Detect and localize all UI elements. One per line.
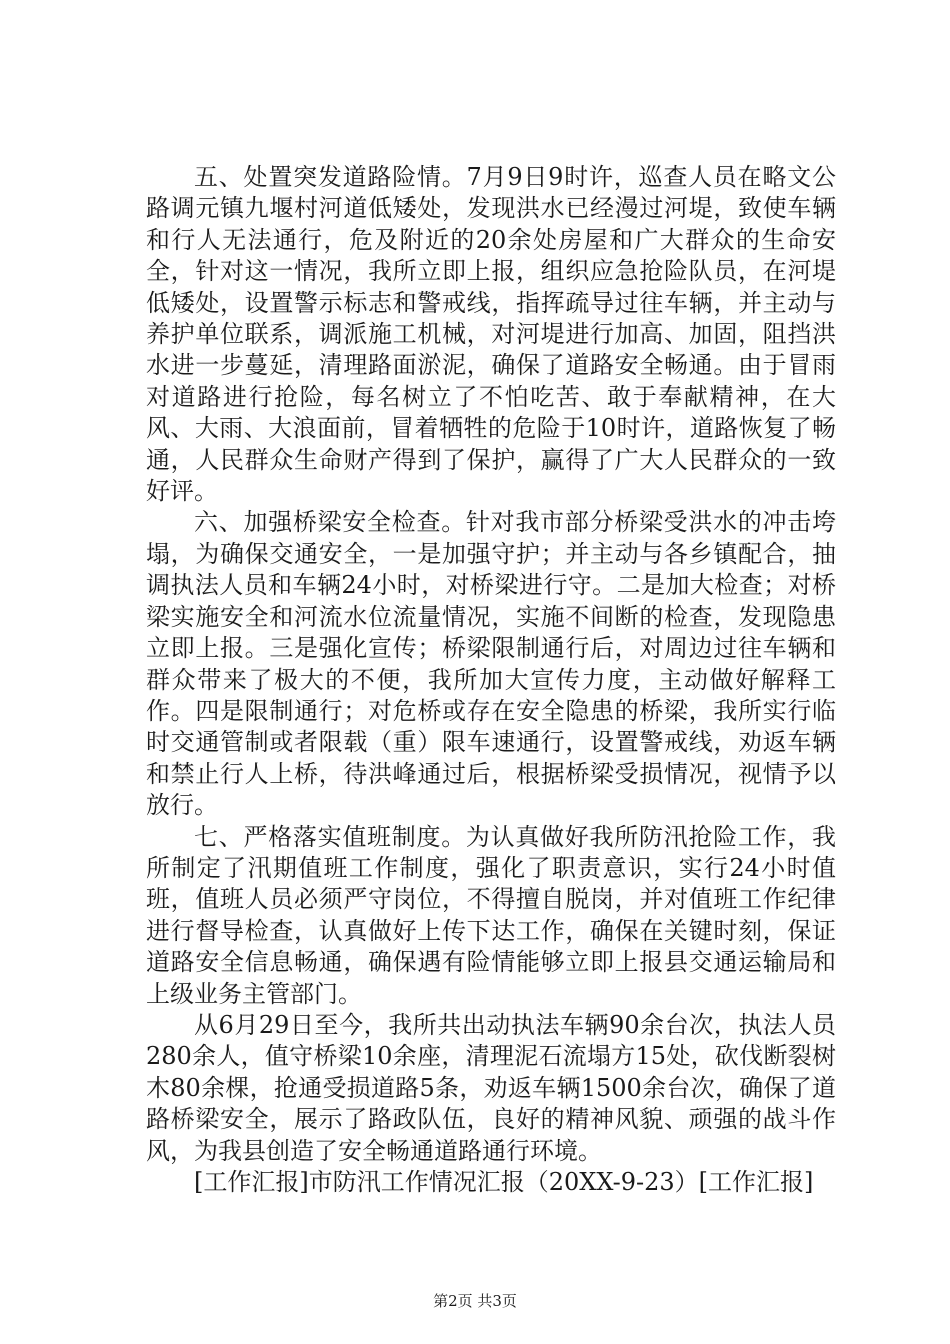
- paragraph-section-5: 五、处置突发道路险情。7月9日9时许，巡查人员在略文公路调元镇九堰村河道低矮处，发现洪水已经漫过河堤，致使车辆和行人无法通行，危及附近的20余处房屋和广大群众的生命安全，针对这一情况，我所立即上报，组织应急抢险队员，在河堤低矮处，设置警示标志和警戒线，指挥疏导过往车辆，并主动与养护单位联系，调派施工机械，对河堤进行加高、加固，阻挡洪水进一步蔓延，清理路面淤泥，确保了道路安全畅通。由于冒雨对道路进行抢险，每名树立了不怕吃苦、敢于奉献精神，在大风、大雨、大浪面前，冒着牺牲的危险于10时许，道路恢复了畅通，人民群众生命财产得到了保护，赢得了广大人民群众的一致好评。: [146, 163, 836, 506]
- paragraph-summary: 从6月29日至今，我所共出动执法车辆90余台次，执法人员280余人，值守桥梁10余座，清理泥石流塌方15处，砍伐断裂树木80余棵，抢通受损道路5条，劝返车辆1500余台次，确保了道路桥梁安全，展示了路政队伍，良好的精神风貌、顽强的战斗作风，为我县创造了安全畅通道路通行环境。: [146, 1010, 836, 1165]
- page-number-footer: 第2页 共3页: [433, 1292, 517, 1310]
- document-body: [146, 162, 836, 1198]
- paragraph-section-6: 六、加强桥梁安全检查。针对我市部分桥梁受洪水的冲击垮塌，为确保交通安全，一是加强守护；并主动与各乡镇配合，抽调执法人员和车辆24小时，对桥梁进行守。二是加大检查；对桥梁实施安全和河流水位流量情况，实施不间断的检查，发现隐患立即上报。三是强化宣传；桥梁限制通行后，对周边过往车辆和群众带来了极大的不便，我所加大宣传力度，主动做好解释工作。四是限制通行；对危桥或存在安全隐患的桥梁，我所实行临时交通管制或者限载（重）限车速通行，设置警戒线，劝返车辆和禁止行人上桥，待洪峰通过后，根据桥梁受损情况，视情予以放行。: [146, 508, 836, 820]
- paragraph-title-link: [工作汇报]市防汛工作情况汇报（20XX-9-23）[工作汇报]: [194, 1168, 814, 1196]
- paragraph-section-7: 七、严格落实值班制度。为认真做好我所防汛抢险工作，我所制定了汛期值班工作制度，强化了职责意识，实行24小时值班，值班人员必须严守岗位，不得擅自脱岗，并对值班工作纪律进行督导检查，认真做好上传下达工作，确保在关键时刻，保证道路安全信息畅通，确保遇有险情能够立即上报县交通运输局和上级业务主管部门。: [146, 822, 836, 1008]
